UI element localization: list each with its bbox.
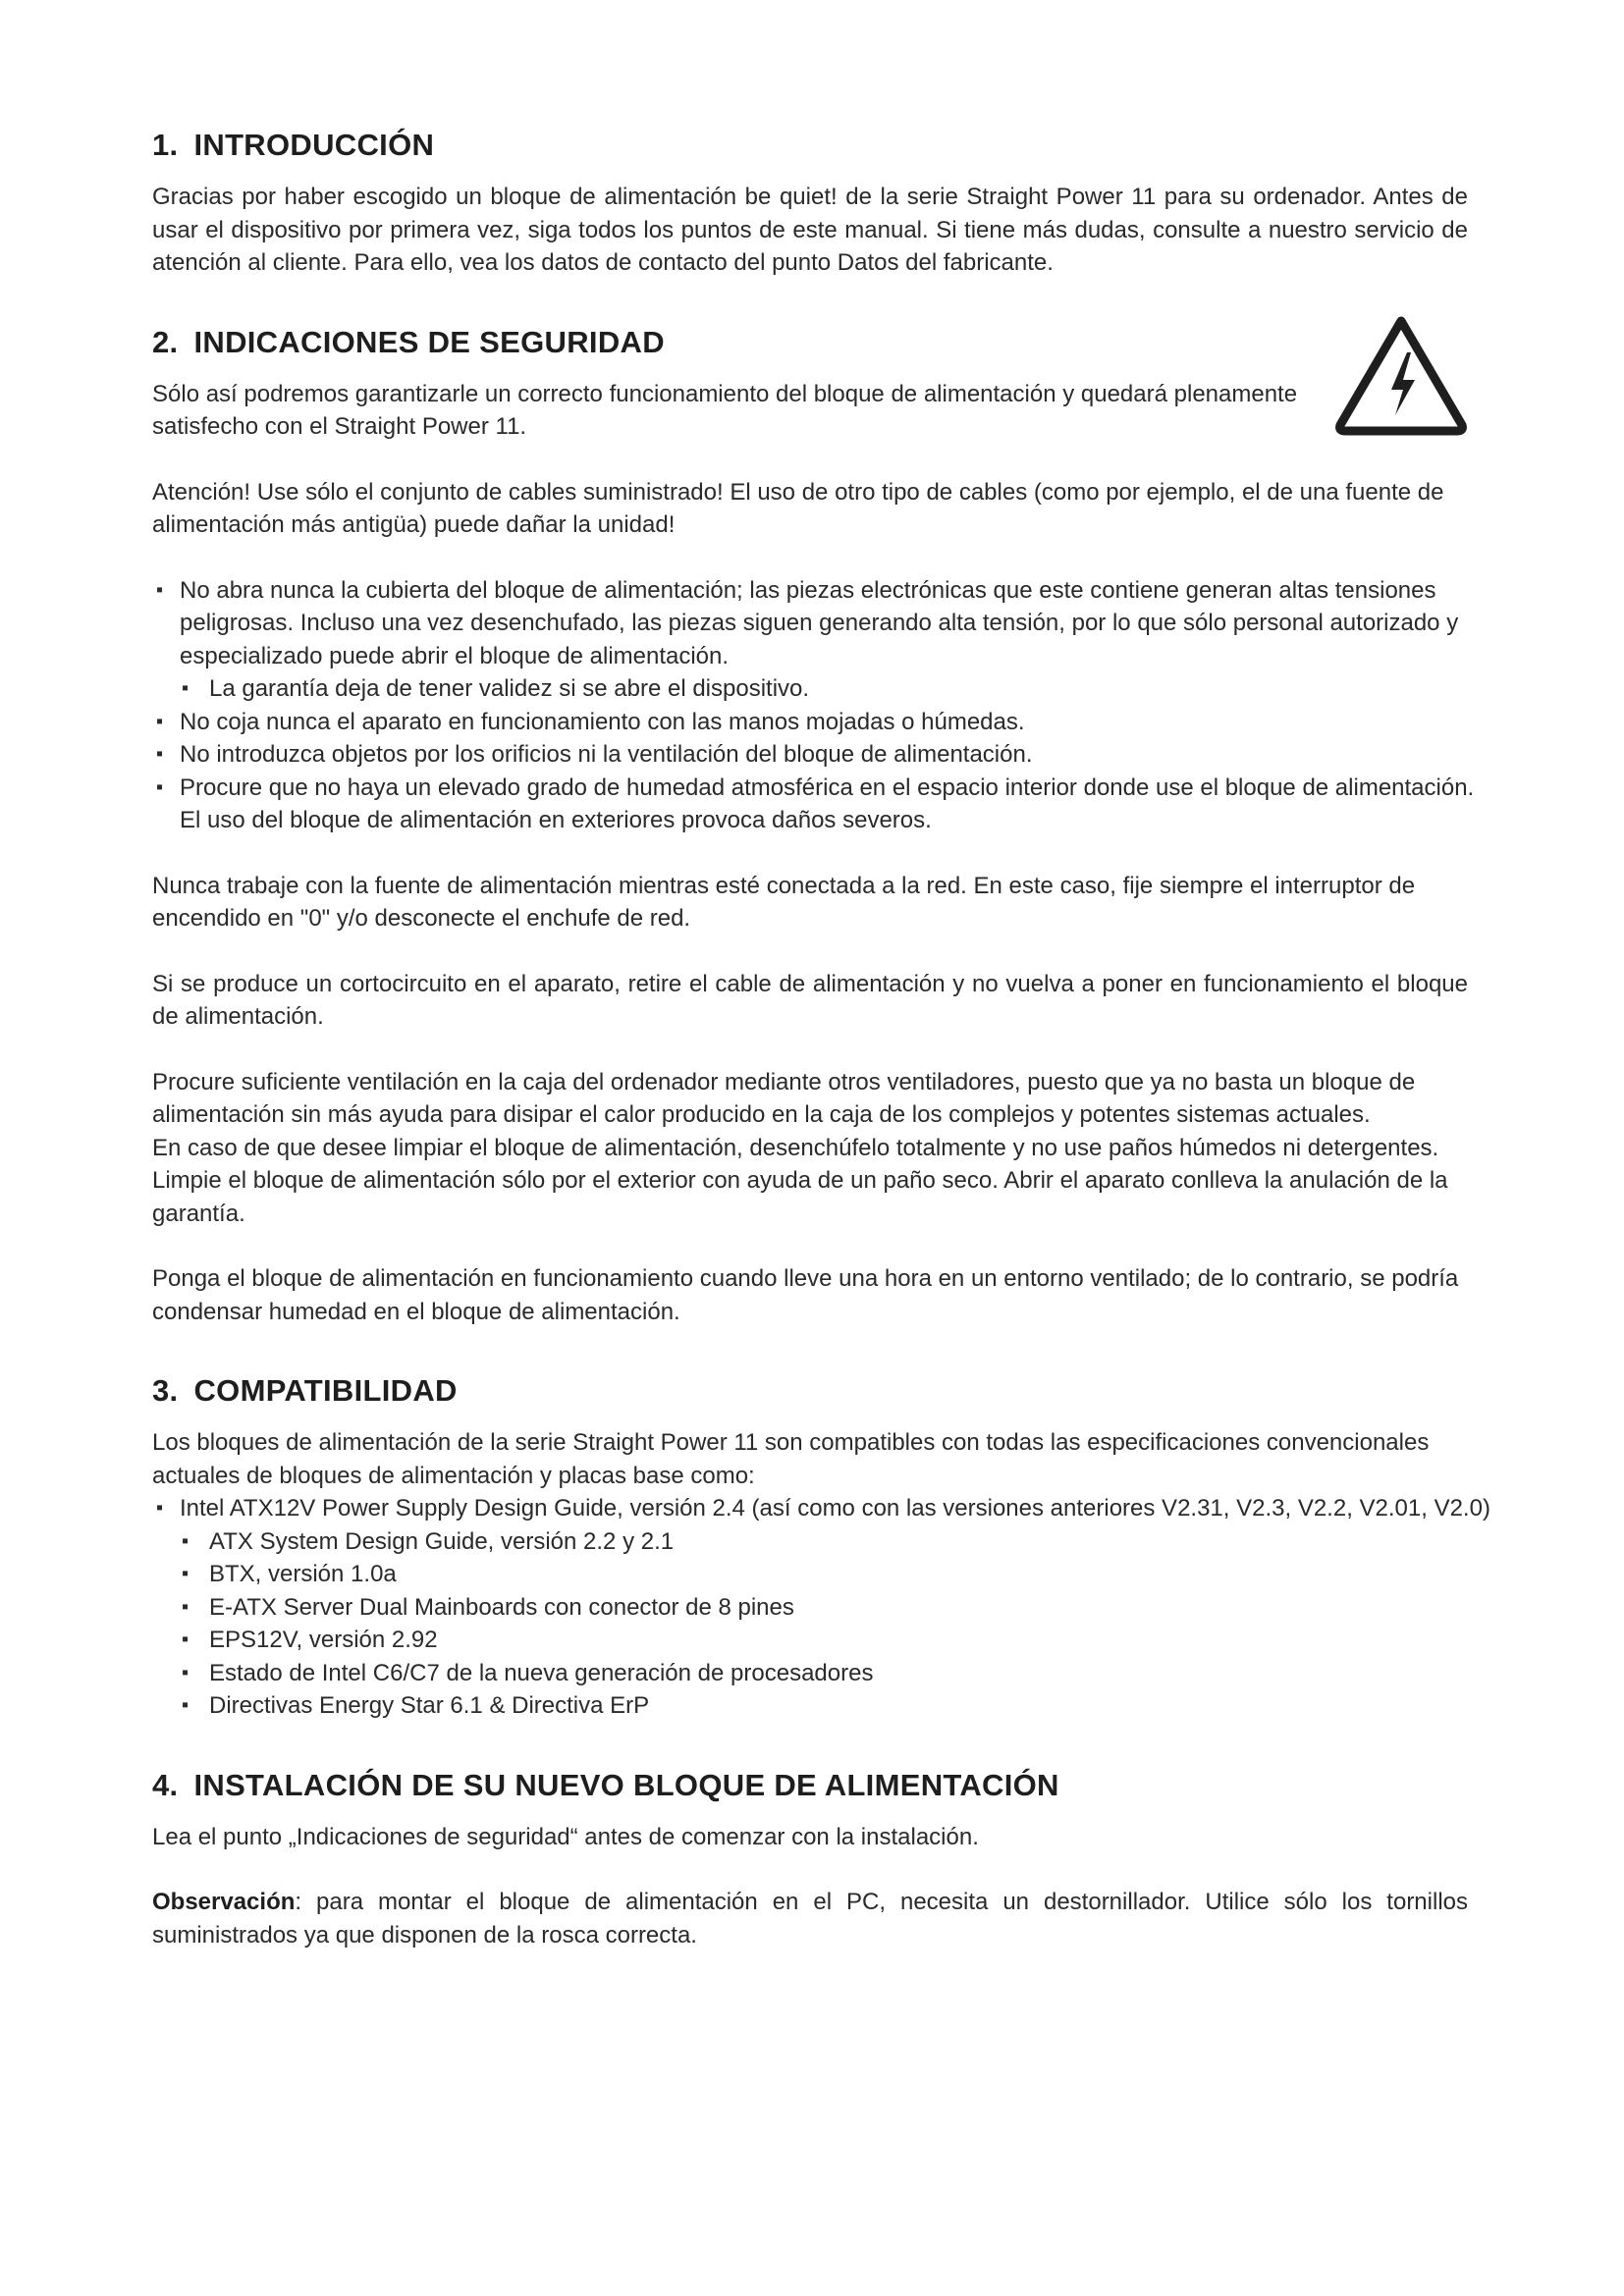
compat-paragraph: Los bloques de alimentación de la serie Straight Power 11 son compatibles con todas las especificaciones convencionales actuales de bloques de alimentación y placas base como: [152,1429,1430,1489]
bullet-icon: ▪ [156,1497,164,1519]
safety-paragraph-condensation: Ponga el bloque de alimentación en funcionamiento cuando lleve una hora en un entorno ventilado; de lo contrario, se podría condensar humedad en el bloque de alimentación. [152,1265,1459,1325]
bullet-icon: ▪ [156,743,164,765]
bullet-icon: ▪ [182,1694,189,1716]
section-heading-compatibilidad: 3. COMPATIBILIDAD [152,1373,458,1408]
list-item: ▪ EPS12V, versión 2.92 [182,1624,1497,1657]
safety-paragraph-cables: Atención! Use sólo el conjunto de cables suministrado! El uso de otro tipo de cables (como por ejemplo, el de una fuente de alimentación más antigüa) puede dañar la unidad! [152,478,1444,538]
list-item: ▪ BTX, versión 1.0a [182,1558,1497,1591]
note-text: : para montar el bloque de alimentación en el PC, necesita un destornillador. Utilice sólo los tornillos suministrados ya que disponen de la rosca correcta. [152,1889,1468,1949]
intro-paragraph: Gracias por haber escogido un bloque de alimentación be quiet! de la serie Straight Power 11 para su ordenador. Antes de usar el dispositivo por primera vez, siga todos los puntos de este manual. Si tiene más dudas, consulte a nuestro servicio de atención al cliente. Para ello, vea los datos de contacto del punto Datos del fabricante. [152,184,1468,276]
bullet-icon: ▪ [156,710,164,732]
section-heading-instalacion: 4. INSTALACIÓN DE SU NUEVO BLOQUE DE ALIMENTACIÓN [152,1767,1059,1802]
list-item: ▪ Intel ATX12V Power Supply Design Guide, versión 2.4 (así como con las versiones anteriores V2.31, V2.3, V2.2, V2.01, V2.0) [152,1492,1497,1525]
safety-paragraph-ventilation: Procure suficiente ventilación en la caja del ordenador mediante otros ventiladores, puesto que ya no basta un bloque de alimentación sin más ayuda para disipar el calor producido en la caja de los complejos y potentes sistemas actuales. [152,1068,1416,1128]
safety-paragraph-network: Nunca trabaje con la fuente de alimentación mientras esté conectada a la red. En este caso, fije siempre el interruptor de encendido en "0" y/o desconecte el enchufe de red. [152,872,1416,932]
safety-header-block [152,325,1507,444]
bullet-icon: ▪ [156,578,164,601]
safety-bullet-list [152,574,1497,837]
compat-bullet-list [152,1492,1497,1723]
bullet-icon: ▪ [182,1629,189,1650]
bullet-icon: ▪ [182,1563,189,1584]
manual-page [152,128,1507,1951]
list-item: ▪ ATX System Design Guide, versión 2.2 y 2.1 [182,1525,1497,1559]
note-label: Observación [152,1889,296,1915]
bullet-icon: ▪ [182,1661,189,1683]
section-heading-introduccion: 1. INTRODUCCIÓN [152,128,435,162]
install-note [152,1886,1468,1951]
list-item: ▪ La garantía deja de tener validez si se abre el dispositivo. [182,672,1497,706]
list-item: ▪ Directivas Energy Star 6.1 & Directiva ErP [182,1689,1497,1723]
high-voltage-warning-icon [1332,313,1470,437]
list-item: ▪ E-ATX Server Dual Mainboards con conector de 8 pines [182,1591,1497,1625]
list-item: ▪ No introduzca objetos por los orificios ni la ventilación del bloque de alimentación. [152,738,1497,772]
list-item: ▪ Estado de Intel C6/C7 de la nueva generación de procesadores [182,1657,1497,1690]
section-heading-seguridad: 2. INDICACIONES DE SEGURIDAD [152,324,665,359]
safety-paragraph-intro: Sólo así podremos garantizarle un correcto funcionamiento del bloque de alimentación y quedará plenamente satisfecho con el Straight Power 11. [152,380,1298,440]
safety-paragraph-cleaning: En caso de que desee limpiar el bloque de alimentación, desenchúfelo totalmente y no use paños húmedos ni detergentes. Limpie el bloque de alimentación sólo por el exterior con ayuda de un paño seco. Abrir el aparato conlleva la anulación de la garantía. [152,1134,1448,1227]
bullet-icon: ▪ [182,677,189,699]
safety-paragraph-shortcircuit: Si se produce un cortocircuito en el aparato, retire el cable de alimentación y no vuelva a poner en funcionamiento el bloque de alimentación. [152,970,1468,1030]
bullet-icon: ▪ [182,1529,189,1552]
bullet-icon: ▪ [182,1595,189,1618]
list-item: ▪ No coja nunca el aparato en funcionamiento con las manos mojadas o húmedas. [152,706,1497,739]
list-item: ▪ No abra nunca la cubierta del bloque de alimentación; las piezas electrónicas que este contiene generan altas tensiones peligrosas. Incluso una vez desenchufado, las piezas siguen generando alta tensión, por lo que sólo personal autorizado y especializado puede abrir el bloque de alimentación. [152,574,1497,673]
bullet-icon: ▪ [156,775,164,798]
install-paragraph: Lea el punto „Indicaciones de seguridad“ antes de comenzar con la instalación. [152,1823,979,1850]
list-item: ▪ Procure que no haya un elevado grado de humedad atmosférica en el espacio interior donde use el bloque de alimentación. El uso del bloque de alimentación en exteriores provoca daños severos. [152,772,1497,837]
